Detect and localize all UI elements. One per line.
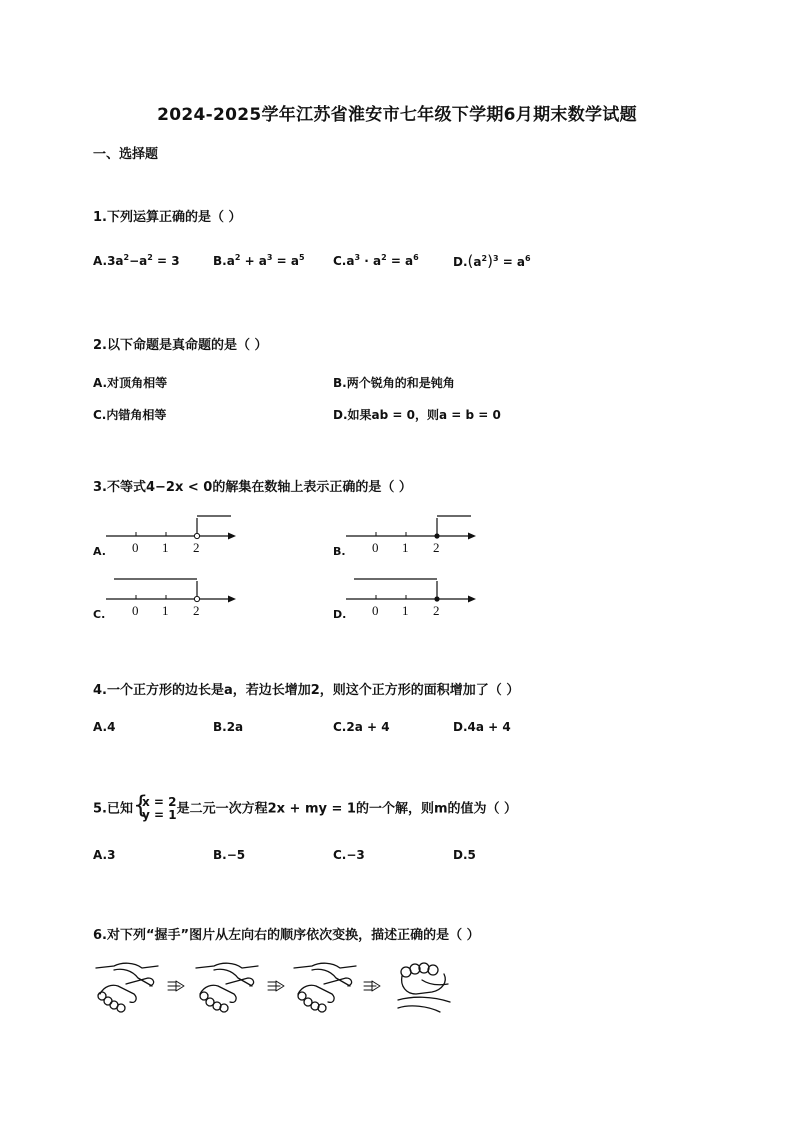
q2-option-a[interactable]: A.对顶角相等 <box>93 376 168 390</box>
q5-option-c[interactable]: C.−3 <box>333 848 365 862</box>
question-4-stem: 4.一个正方形的边长是a，若边长增加2，则这个正方形的面积增加了（ ） <box>93 683 520 698</box>
q2-option-c[interactable]: C.内错角相等 <box>93 408 167 422</box>
tick-label-1: 1 <box>402 603 409 618</box>
tick-label-0: 0 <box>372 540 379 555</box>
q3-option-c[interactable]: C. <box>93 608 106 621</box>
tick-label-1: 1 <box>162 540 169 555</box>
handshake-sequence-figure <box>92 956 472 1016</box>
q4-option-d[interactable]: D.4a + 4 <box>453 720 511 734</box>
q1-option-d[interactable]: $D.(a^2)^3 = a^6$ <box>453 252 531 270</box>
tick-label-0: 0 <box>132 540 139 555</box>
question-6-stem: 6.对下列“握手”图片从左向右的顺序依次变换，描述正确的是（ ） <box>93 928 480 943</box>
q4-option-b[interactable]: B.2a <box>213 720 244 734</box>
question-3-stem: 3.不等式4−2x < 0的解集在数轴上表示正确的是（ ） <box>93 480 412 495</box>
q1-option-c[interactable]: $C.a^3 \cdot a^2 = a^6$ <box>333 253 419 268</box>
tick-label-2: 2 <box>433 603 440 618</box>
page-title: 2024-2025学年江苏省淮安市七年级下学期6月期末数学试题 <box>157 105 637 125</box>
tick-label-2: 2 <box>433 540 440 555</box>
q3-option-b[interactable]: B. <box>333 545 346 558</box>
question-1-stem: 1.下列运算正确的是（ ） <box>93 210 242 225</box>
q3-number-line-a <box>104 510 244 556</box>
q5-option-b[interactable]: B.−5 <box>213 848 246 862</box>
q1-option-b[interactable]: $B.a^2 + a^3 = a^5$ <box>213 253 305 268</box>
q2-option-b[interactable]: B.两个锐角的和是钝角 <box>333 376 455 390</box>
q3-number-line-c <box>104 573 244 619</box>
handshake-4-icon <box>398 963 450 1012</box>
section-heading: 一、选择题 <box>93 147 159 162</box>
q2-option-d[interactable]: D.如果ab = 0，则a = b = 0 <box>333 408 501 422</box>
q5-option-a[interactable]: A.3 <box>93 848 116 862</box>
tick-label-2: 2 <box>193 603 200 618</box>
tick-label-2: 2 <box>193 540 200 555</box>
handshake-3-icon <box>294 963 356 1012</box>
tick-label-0: 0 <box>372 603 379 618</box>
question-2-stem: 2.以下命题是真命题的是（ ） <box>93 338 268 353</box>
question-5-stem: 5.已知 { x = 2 y = 1是二元一次方程2x + my = 1的一个解，则m的值为（ ） <box>93 791 518 822</box>
q3-number-line-d <box>344 573 484 619</box>
q5-option-d[interactable]: D.5 <box>453 848 476 862</box>
q3-number-line-b <box>344 510 484 556</box>
handshake-1-icon <box>96 963 158 1012</box>
q3-option-a[interactable]: A. <box>93 545 106 558</box>
q4-option-a[interactable]: A.4 <box>93 720 116 734</box>
handshake-2-icon <box>196 963 258 1012</box>
tick-label-0: 0 <box>132 603 139 618</box>
q1-option-a[interactable]: $A.3a^2-a^2 = 3$ <box>93 253 180 268</box>
q3-option-d[interactable]: D. <box>333 608 347 621</box>
q4-option-c[interactable]: C.2a + 4 <box>333 720 390 734</box>
tick-label-1: 1 <box>162 603 169 618</box>
tick-label-1: 1 <box>402 540 409 555</box>
equation-system: { x = 2 y = 1 <box>132 791 177 822</box>
